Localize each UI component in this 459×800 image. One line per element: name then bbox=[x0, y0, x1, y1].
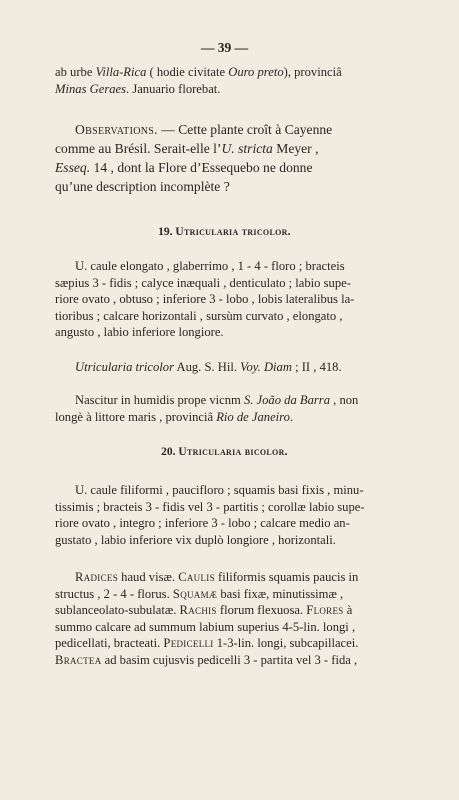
species-19-habitat: Nascitur in humidis prope vicnm S. João da Barra , non longè à littore maris , provinciâ Rio de Janeiro. bbox=[55, 393, 359, 424]
species-19-synonym: Utricularia tricolor Aug. S. Hil. Voy. Diam ; II , 418. bbox=[75, 360, 342, 374]
species-20-description: Radices haud visæ. Caulis filiformis squamis paucis in structus , 2 - 4 - florus. Squamæ basi fixæ, minutissimæ , sublanceolato-subulatæ. Rachis florum flexuosa. Flores à summo calcare ad summum labium superius 4-5-lin. longi , pedicellati, bracteati. Pedicelli 1-3-lin. longi, subcapillacei. Bractea ad basim cujusvis pedicelli 3 - partita vel 3 - fida , bbox=[55, 570, 359, 667]
observations-label: Observations. bbox=[75, 122, 158, 137]
species-19-heading: 19. Utricularia tricolor. bbox=[158, 226, 291, 238]
species-20-heading: 20. Utricularia bicolor. bbox=[161, 446, 288, 458]
page-number: — 39 — bbox=[200, 40, 249, 55]
observations-paragraph: Observations. — Cette plante croît à Cayenne comme au Brésil. Serait-elle l’U. stricta Meyer , Esseq. 14 , dont la Flore d’Essequebo ne donne qu’une description incomplète ? bbox=[55, 122, 333, 194]
intro-paragraph: ab urbe Villa-Rica ( hodie civitate Ouro preto), provinciâ Minas Geraes. Januario florebat. bbox=[55, 65, 342, 96]
species-20-diagnosis: U. caule filiformi , paucifloro ; squamis basi fixis , minu- tissimis ; bracteis 3 - fidis vel 3 - partitis ; corollæ labio supe- riore ovato , integro ; inferiore 3 - lobo ; calcare medio an- gustato , labio inferiore vix duplò longiore , horizontali. bbox=[55, 483, 365, 547]
species-19-diagnosis: U. caule elongato , glaberrimo , 1 - 4 - floro ; bracteis sæpius 3 - fidis ; calyce inæquali , denticulato ; labio supe- riore ovato , obtuso ; inferiore 3 - lobo , lobis lateralibus la- tioribus ; calcare horizontali , sursùm curvato , elongato , angusto , labio inferiore longiore. bbox=[55, 259, 355, 339]
